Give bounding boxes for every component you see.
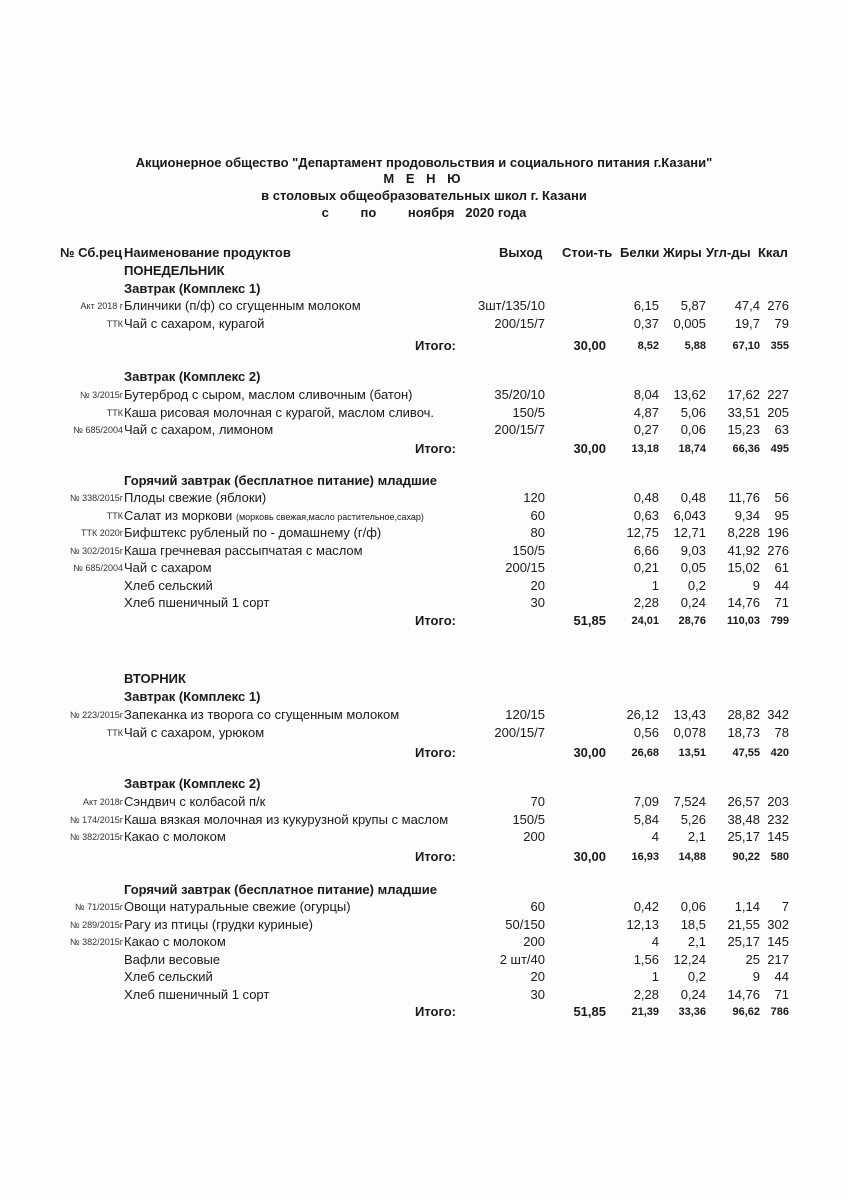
dish-name <box>124 899 351 914</box>
protein-value: 4,87 <box>633 404 659 420</box>
recipe-ref: № 71/2015г <box>75 902 123 912</box>
protein-value: 6,66 <box>633 542 659 558</box>
kcal-value: 205 <box>767 404 789 420</box>
protein-value: 1,56 <box>633 951 659 967</box>
fat-value: 0,06 <box>680 422 706 437</box>
meal-total-row <box>0 338 848 356</box>
kcal-value: 71 <box>774 986 789 1002</box>
carbs-value: 9 <box>752 969 760 984</box>
carbs-value: 8,228 <box>727 525 760 540</box>
carbs-value: 9 <box>752 577 760 593</box>
dish-name <box>124 298 361 313</box>
total-kcal: 580 <box>770 851 789 863</box>
dish-name-text: Сэндвич с колбасой п/к <box>124 794 266 809</box>
menu-item-row <box>0 812 848 830</box>
recipe-ref: ТТК <box>106 318 123 329</box>
protein-value: 4 <box>651 934 659 949</box>
dish-name <box>124 952 220 967</box>
protein-value: 0,27 <box>633 422 659 437</box>
month-year: ноября 2020 года <box>407 205 527 220</box>
kcal-value: 44 <box>774 969 789 984</box>
carbs-value: 26,57 <box>727 794 760 809</box>
recipe-ref: № 223/2015г <box>70 710 123 720</box>
total-label: Итого: <box>415 745 456 760</box>
total-cost: 30,00 <box>573 849 606 864</box>
menu-item-row <box>0 298 848 316</box>
recipe-ref: № 685/2004 <box>73 563 123 573</box>
carbs-value: 15,23 <box>727 422 760 437</box>
menu-item-row <box>0 508 848 526</box>
carbs-value: 9,34 <box>734 507 760 523</box>
total-fat: 33,36 <box>678 1006 706 1018</box>
dish-name <box>124 560 212 575</box>
meal-title: Завтрак (Комплекс 2) <box>124 369 261 384</box>
menu-item-row <box>0 595 848 613</box>
fat-value: 0,24 <box>680 986 706 1002</box>
recipe-ref: ТТК 2020г <box>80 528 123 538</box>
dish-name <box>124 543 363 558</box>
dish-name-text: Салат из моркови <box>124 507 233 523</box>
dish-name <box>124 490 266 505</box>
kcal-value: 342 <box>767 707 789 722</box>
dish-name-text: Чай с сахаром, курагой <box>124 315 265 331</box>
kcal-value: 56 <box>774 490 789 505</box>
dish-name-text: Чай с сахаром, лимоном <box>124 422 274 437</box>
carbs-value: 14,76 <box>727 986 760 1002</box>
fat-value: 0,24 <box>680 595 706 610</box>
meal-total-row <box>0 1004 848 1022</box>
menu-item-row <box>0 725 848 743</box>
portion-output: 200/15/7 <box>494 724 545 740</box>
protein-value: 0,42 <box>633 899 659 914</box>
dish-name-text: Каша гречневая рассыпчатая с маслом <box>124 542 363 558</box>
total-kcal: 799 <box>770 615 789 627</box>
dish-name-text: Каша рисовая молочная с курагой, маслом сливоч. <box>124 404 435 420</box>
col-carbs: Угл-ды <box>706 245 751 260</box>
portion-output: 200/15/7 <box>494 422 545 437</box>
dish-name-text: Бутерброд с сыром, маслом сливочным (батон) <box>124 387 413 402</box>
menu-item-row <box>0 987 848 1005</box>
portion-output: 150/5 <box>512 404 545 420</box>
fat-value: 0,2 <box>687 577 706 593</box>
dish-name <box>124 387 412 402</box>
protein-value: 2,28 <box>633 986 659 1002</box>
total-carbs: 47,55 <box>732 747 760 759</box>
dish-name <box>124 725 264 740</box>
dish-name-text: Бифштекс рубленый по - домашнему (г/ф) <box>124 525 382 540</box>
fat-value: 2,1 <box>687 829 706 844</box>
portion-output: 3шт/135/10 <box>478 298 545 313</box>
kcal-value: 71 <box>774 595 789 610</box>
dish-name-text: Вафли весовые <box>124 951 221 967</box>
total-fat: 13,51 <box>678 747 706 759</box>
dish-name <box>124 969 213 984</box>
fat-value: 5,26 <box>680 811 706 827</box>
dish-note: (морковь свежая,масло растительное,сахар) <box>235 511 424 522</box>
menu-title: М Е Н Ю <box>383 171 465 186</box>
carbs-value: 11,76 <box>728 490 760 505</box>
kcal-value: 44 <box>774 577 789 593</box>
total-cost: 51,85 <box>573 1004 606 1019</box>
dish-name <box>124 794 265 809</box>
recipe-ref: Акт 2018 г <box>80 301 123 311</box>
total-carbs: 90,22 <box>732 851 760 863</box>
meal-total-row <box>0 441 848 459</box>
fat-value: 5,87 <box>680 298 706 313</box>
menu-item-row <box>0 917 848 935</box>
dish-name <box>124 422 273 437</box>
protein-value: 2,28 <box>633 595 659 610</box>
total-cost: 30,00 <box>573 338 606 353</box>
protein-value: 0,21 <box>633 560 659 575</box>
portion-output: 30 <box>530 986 545 1002</box>
fat-value: 0,2 <box>687 969 706 984</box>
menu-item-row <box>0 899 848 917</box>
dish-name <box>124 578 213 593</box>
protein-value: 1 <box>651 577 659 593</box>
portion-output: 30 <box>530 595 545 610</box>
kcal-value: 145 <box>767 829 789 844</box>
dish-name <box>124 829 226 844</box>
menu-item-row <box>0 578 848 596</box>
carbs-value: 28,82 <box>727 707 760 722</box>
dish-name-text: Запеканка из творога со сгущенным молоком <box>124 707 400 722</box>
protein-value: 1 <box>651 969 659 984</box>
portion-output: 50/150 <box>505 916 545 932</box>
carbs-value: 21,55 <box>727 916 760 932</box>
fat-value: 0,06 <box>680 899 706 914</box>
kcal-value: 95 <box>774 507 789 523</box>
menu-item-row <box>0 952 848 970</box>
total-label: Итого: <box>415 338 456 353</box>
carbs-value: 47,4 <box>734 298 760 313</box>
menu-item-row <box>0 934 848 952</box>
kcal-value: 276 <box>767 298 789 313</box>
carbs-value: 38,48 <box>727 811 760 827</box>
carbs-value: 1,14 <box>734 899 760 914</box>
recipe-ref: ТТК <box>106 727 123 738</box>
kcal-value: 196 <box>767 525 789 540</box>
carbs-value: 25,17 <box>727 934 760 949</box>
day-heading: ВТОРНИК <box>124 671 186 686</box>
total-kcal: 420 <box>770 747 789 759</box>
carbs-value: 41,92 <box>727 542 760 558</box>
total-label: Итого: <box>415 441 456 456</box>
date-range <box>0 205 848 220</box>
kcal-value: 63 <box>774 422 789 437</box>
portion-output: 150/5 <box>512 811 545 827</box>
portion-output: 35/20/10 <box>494 387 545 402</box>
portion-output: 20 <box>530 969 545 984</box>
fat-value: 7,524 <box>673 794 706 809</box>
meal-total-row <box>0 613 848 631</box>
col-protein: Белки <box>620 245 660 260</box>
protein-value: 0,48 <box>633 490 659 505</box>
total-protein: 8,52 <box>637 340 659 352</box>
total-carbs: 67,10 <box>732 340 760 352</box>
fat-value: 13,43 <box>673 707 706 722</box>
fat-value: 12,24 <box>673 951 706 967</box>
organization-title: Акционерное общество "Департамент продовольствия и социального питания г.Казани" <box>135 155 713 170</box>
menu-item-row <box>0 560 848 578</box>
protein-value: 12,75 <box>626 525 659 540</box>
meal-title: Завтрак (Комплекс 1) <box>124 281 261 296</box>
menu-item-row <box>0 829 848 847</box>
date-to-label: по <box>360 205 377 220</box>
recipe-ref: Акт 2018г <box>83 797 123 807</box>
protein-value: 0,37 <box>633 315 659 331</box>
fat-value: 0,078 <box>673 724 706 740</box>
portion-output: 200 <box>523 829 545 844</box>
fat-value: 0,48 <box>680 490 706 505</box>
portion-output: 200/15 <box>505 560 545 575</box>
dish-name <box>124 707 399 722</box>
dish-name <box>124 812 448 827</box>
portion-output: 120 <box>523 490 545 505</box>
total-label: Итого: <box>415 1004 456 1019</box>
kcal-value: 232 <box>767 811 789 827</box>
menu-item-row <box>0 387 848 405</box>
dish-name-text: Плоды свежие (яблоки) <box>124 490 267 505</box>
protein-value: 4 <box>651 829 659 844</box>
dish-name <box>124 595 269 610</box>
total-protein: 24,01 <box>631 615 659 627</box>
protein-value: 7,09 <box>633 794 659 809</box>
kcal-value: 217 <box>767 951 789 967</box>
col-ref: № Сб.рец <box>60 245 123 260</box>
recipe-ref: № 174/2015г <box>70 814 123 825</box>
total-carbs: 66,36 <box>732 443 760 455</box>
total-carbs: 96,62 <box>732 1006 760 1018</box>
menu-item-row <box>0 490 848 508</box>
total-fat: 14,88 <box>678 851 706 863</box>
portion-output: 20 <box>530 577 545 593</box>
dish-name-text: Блинчики (п/ф) со сгущенным молоком <box>124 298 361 313</box>
meal-title: Горячий завтрак (бесплатное питание) младшие <box>124 882 438 897</box>
dish-name-text: Овощи натуральные свежие (огурцы) <box>124 899 351 914</box>
dish-name-text: Какао с молоком <box>124 934 226 949</box>
col-fat: Жиры <box>663 245 702 260</box>
recipe-ref: № 289/2015г <box>70 919 123 930</box>
day-heading: ПОНЕДЕЛЬНИК <box>124 263 225 278</box>
total-carbs: 110,03 <box>726 615 760 627</box>
dish-name <box>124 316 264 331</box>
recipe-ref: № 3/2015г <box>80 390 123 400</box>
menu-item-row <box>0 969 848 987</box>
portion-output: 120/15 <box>505 707 545 722</box>
recipe-ref: № 338/2015г <box>70 493 123 503</box>
total-fat: 28,76 <box>678 615 706 627</box>
dish-name <box>124 405 434 420</box>
carbs-value: 25 <box>745 951 760 967</box>
menu-item-row <box>0 316 848 334</box>
total-protein: 21,39 <box>631 1006 659 1018</box>
fat-value: 0,005 <box>673 315 706 331</box>
protein-value: 0,56 <box>633 724 659 740</box>
meal-title: Завтрак (Комплекс 1) <box>124 689 261 704</box>
carbs-value: 15,02 <box>727 560 760 575</box>
menu-subtitle: в столовых общеобразовательных школ г. Казани <box>261 188 587 203</box>
recipe-ref: № 382/2015г <box>70 832 123 842</box>
dish-name-text: Хлеб сельский <box>124 577 213 593</box>
dish-name-text: Чай с сахаром, урюком <box>124 724 265 740</box>
menu-item-row <box>0 405 848 423</box>
dish-name <box>124 525 381 540</box>
date-from-label: с <box>321 205 329 220</box>
recipe-ref: № 302/2015г <box>70 545 123 556</box>
portion-output: 80 <box>530 525 545 540</box>
portion-output: 60 <box>530 507 545 523</box>
dish-name <box>124 934 226 949</box>
total-fat: 18,74 <box>678 443 706 455</box>
dish-name-text: Каша вязкая молочная из кукурузной крупы с маслом <box>124 811 449 827</box>
recipe-ref: № 382/2015г <box>70 937 123 947</box>
protein-value: 8,04 <box>633 387 659 402</box>
protein-value: 6,15 <box>633 298 659 313</box>
carbs-value: 19,7 <box>734 315 760 331</box>
carbs-value: 25,17 <box>727 829 760 844</box>
total-label: Итого: <box>415 613 456 628</box>
fat-value: 12,71 <box>673 525 706 540</box>
protein-value: 5,84 <box>633 811 659 827</box>
col-kcal: Ккал <box>758 245 788 260</box>
menu-item-row <box>0 525 848 543</box>
kcal-value: 203 <box>767 794 789 809</box>
portion-output: 200/15/7 <box>494 315 545 331</box>
fat-value: 5,06 <box>680 404 706 420</box>
dish-name <box>124 917 313 932</box>
fat-value: 9,03 <box>680 542 706 558</box>
portion-output: 150/5 <box>512 542 545 558</box>
recipe-ref: ТТК <box>106 510 123 521</box>
menu-item-row <box>0 794 848 812</box>
col-cost: Стои-ть <box>562 245 613 260</box>
total-label: Итого: <box>415 849 456 864</box>
dish-name-text: Хлеб пшеничный 1 сорт <box>124 595 270 610</box>
recipe-ref: ТТК <box>106 407 123 418</box>
dish-name <box>124 987 269 1002</box>
col-output: Выход <box>499 245 543 260</box>
kcal-value: 61 <box>774 560 789 575</box>
menu-item-row <box>0 422 848 440</box>
carbs-value: 18,73 <box>727 724 760 740</box>
carbs-value: 17,62 <box>727 387 760 402</box>
total-fat: 5,88 <box>684 340 706 352</box>
total-cost: 30,00 <box>573 441 606 456</box>
carbs-value: 14,76 <box>727 595 760 610</box>
kcal-value: 302 <box>767 916 789 932</box>
meal-total-row <box>0 745 848 763</box>
kcal-value: 145 <box>767 934 789 949</box>
meal-title: Завтрак (Комплекс 2) <box>124 776 261 791</box>
portion-output: 200 <box>523 934 545 949</box>
portion-output: 60 <box>530 899 545 914</box>
dish-name-text: Чай с сахаром <box>124 560 212 575</box>
protein-value: 12,13 <box>626 916 659 932</box>
fat-value: 2,1 <box>687 934 706 949</box>
kcal-value: 276 <box>767 542 789 558</box>
carbs-value: 33,51 <box>727 404 760 420</box>
recipe-ref: № 685/2004 <box>73 425 123 435</box>
kcal-value: 227 <box>767 387 789 402</box>
fat-value: 0,05 <box>680 560 706 575</box>
dish-name <box>124 508 424 523</box>
fat-value: 6,043 <box>673 507 706 523</box>
total-protein: 16,93 <box>631 851 659 863</box>
menu-item-row <box>0 543 848 561</box>
portion-output: 70 <box>530 794 545 809</box>
portion-output: 2 шт/40 <box>499 951 545 967</box>
kcal-value: 78 <box>774 724 789 740</box>
kcal-value: 79 <box>774 315 789 331</box>
col-name: Наименование продуктов <box>124 245 291 260</box>
total-kcal: 355 <box>770 340 789 352</box>
total-kcal: 786 <box>770 1006 789 1018</box>
meal-title: Горячий завтрак (бесплатное питание) младшие <box>124 473 438 488</box>
total-cost: 30,00 <box>573 745 606 760</box>
total-kcal: 495 <box>770 443 789 455</box>
menu-item-row <box>0 707 848 725</box>
protein-value: 26,12 <box>626 707 659 722</box>
total-protein: 13,18 <box>631 443 659 455</box>
protein-value: 0,63 <box>633 507 659 523</box>
meal-total-row <box>0 849 848 867</box>
total-cost: 51,85 <box>573 613 606 628</box>
dish-name-text: Хлеб сельский <box>124 969 213 984</box>
fat-value: 18,5 <box>680 916 706 932</box>
dish-name-text: Какао с молоком <box>124 829 226 844</box>
fat-value: 13,62 <box>673 387 706 402</box>
kcal-value: 7 <box>781 899 789 914</box>
dish-name-text: Рагу из птицы (грудки куриные) <box>124 916 313 932</box>
total-protein: 26,68 <box>631 747 659 759</box>
dish-name-text: Хлеб пшеничный 1 сорт <box>124 986 270 1002</box>
